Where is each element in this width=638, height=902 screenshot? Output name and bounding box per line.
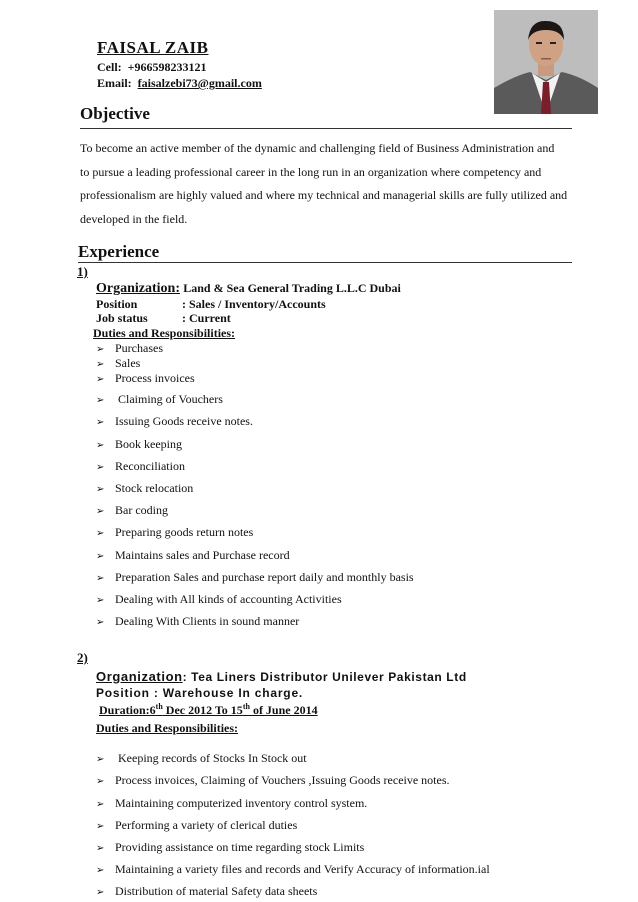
duty-text: Purchases (115, 341, 163, 355)
arrow-bullet-icon: ➢ (96, 799, 105, 810)
job2-position: Position : Warehouse In charge. (96, 686, 304, 700)
arrow-bullet-icon: ➢ (96, 374, 105, 385)
duty-text: Performing a variety of clerical duties (115, 818, 298, 832)
arrow-bullet-icon: ➢ (96, 359, 105, 370)
duty-text: Stock relocation (115, 481, 194, 495)
objective-text (80, 137, 600, 231)
list-item (96, 614, 299, 629)
arrow-bullet-icon: ➢ (96, 462, 105, 473)
email-line (97, 76, 262, 91)
profile-photo-image (494, 10, 598, 114)
objective-line: to pursue a leading professional career in the long run in an organization where competency and (80, 164, 542, 179)
duty-text: Process invoices (115, 371, 195, 385)
list-item (96, 773, 450, 788)
arrow-bullet-icon: ➢ (96, 395, 105, 406)
arrow-bullet-icon: ➢ (96, 551, 105, 562)
arrow-bullet-icon: ➢ (96, 417, 105, 428)
job1-status (96, 311, 396, 326)
list-item (96, 818, 297, 833)
duty-text: Keeping records of Stocks In Stock out (115, 751, 307, 765)
duty-text: Sales (115, 356, 141, 370)
duty-text: Bar coding (115, 503, 168, 517)
objective-heading: Objective (80, 104, 150, 123)
arrow-bullet-icon: ➢ (96, 573, 105, 584)
list-item (96, 796, 367, 811)
job2-org-value: : Tea Liners Distributor Unilever Pakistan Ltd (182, 670, 467, 684)
duty-text: Issuing Goods receive notes. (115, 414, 253, 428)
duty-text: Preparation Sales and purchase report daily and monthly basis (115, 570, 414, 584)
duty-text: Dealing with All kinds of accounting Activities (115, 592, 342, 606)
list-item (96, 751, 307, 766)
list-item (96, 437, 182, 452)
arrow-bullet-icon: ➢ (96, 506, 105, 517)
duty-text: Maintains sales and Purchase record (115, 548, 290, 562)
arrow-bullet-icon: ➢ (96, 344, 105, 355)
email-label: Email: (97, 76, 132, 90)
duty-text: Providing assistance on time regarding stock Limits (115, 840, 365, 854)
arrow-bullet-icon: ➢ (96, 776, 105, 787)
list-item (96, 356, 140, 371)
experience-heading: Experience (78, 242, 160, 261)
duty-text: Maintaining computerized inventory control system. (115, 796, 368, 810)
list-item (96, 548, 290, 563)
job1-organization (96, 280, 401, 297)
objective-line: developed in the field. (80, 211, 188, 226)
job1-status-label: Job status (96, 311, 148, 325)
list-item (96, 503, 168, 518)
duration-start: Duration:6 (99, 703, 156, 717)
list-item (96, 525, 253, 540)
arrow-bullet-icon: ➢ (96, 821, 105, 832)
cell-value: +966598233121 (127, 60, 207, 74)
job2-org-label: Organization (96, 669, 183, 684)
job2-number: 2) (77, 650, 88, 665)
objective-divider (80, 128, 572, 129)
job1-number: 1) (77, 264, 88, 279)
duty-text: Distribution of material Safety data sheets (115, 884, 318, 898)
experience-divider (78, 262, 572, 263)
duty-text: Reconciliation (115, 459, 185, 473)
arrow-bullet-icon: ➢ (96, 887, 105, 898)
candidate-name: FAISAL ZAIB (97, 38, 209, 57)
duty-text: Claiming of Vouchers (115, 392, 223, 406)
duty-text: Process invoices, Claiming of Vouchers ,Issuing Goods receive notes. (115, 773, 450, 787)
list-item (96, 459, 185, 474)
list-item (96, 392, 223, 407)
list-item (96, 592, 342, 607)
job1-position-label: Position (96, 297, 138, 311)
duration-end: of June 2014 (249, 703, 318, 717)
job2-organization (96, 669, 467, 684)
list-item (96, 481, 193, 496)
objective-line: professionalism are highly valued and where my technical and managerial skills are fully utilized and (80, 188, 568, 202)
profile-photo (494, 10, 598, 114)
job1-duties-heading: Duties and Responsibilities: (93, 326, 236, 340)
arrow-bullet-icon: ➢ (96, 843, 105, 854)
arrow-bullet-icon: ➢ (96, 617, 105, 628)
list-item (96, 341, 163, 356)
duty-text: Dealing With Clients in sound manner (115, 614, 300, 628)
job1-org-label: Organization: (96, 281, 180, 296)
duration-ordinal: th (242, 702, 250, 711)
list-item (96, 570, 414, 585)
job2-duties-heading: Duties and Responsibilities: (96, 721, 239, 735)
duty-text: Maintaining a variety files and records and Verify Accuracy of information.ial (115, 862, 490, 876)
job1-org-value: Land & Sea General Trading L.L.C Dubai (183, 281, 401, 295)
duty-text: Preparing goods return notes (115, 525, 254, 539)
job1-position-value: : Sales / Inventory/Accounts (182, 297, 326, 311)
duration-ordinal: th (155, 702, 163, 711)
arrow-bullet-icon: ➢ (96, 754, 105, 765)
list-item (96, 414, 253, 429)
email-link[interactable]: faisalzebi73@gmail.com (137, 76, 262, 90)
duty-text: Book keeping (115, 437, 182, 451)
arrow-bullet-icon: ➢ (96, 595, 105, 606)
list-item (96, 862, 490, 877)
arrow-bullet-icon: ➢ (96, 484, 105, 495)
objective-line: To become an active member of the dynamic and challenging field of Business Administration and (80, 141, 555, 155)
arrow-bullet-icon: ➢ (96, 440, 105, 451)
cell-line (97, 60, 207, 75)
arrow-bullet-icon: ➢ (96, 865, 105, 876)
job2-duration (99, 702, 318, 718)
job1-position (96, 297, 396, 312)
list-item (96, 840, 364, 855)
cell-label: Cell: (97, 60, 122, 74)
list-item (96, 371, 195, 386)
arrow-bullet-icon: ➢ (96, 528, 105, 539)
list-item (96, 884, 317, 899)
job1-status-value: : Current (182, 311, 231, 325)
duration-middle: Dec 2012 To 15 (162, 703, 243, 717)
